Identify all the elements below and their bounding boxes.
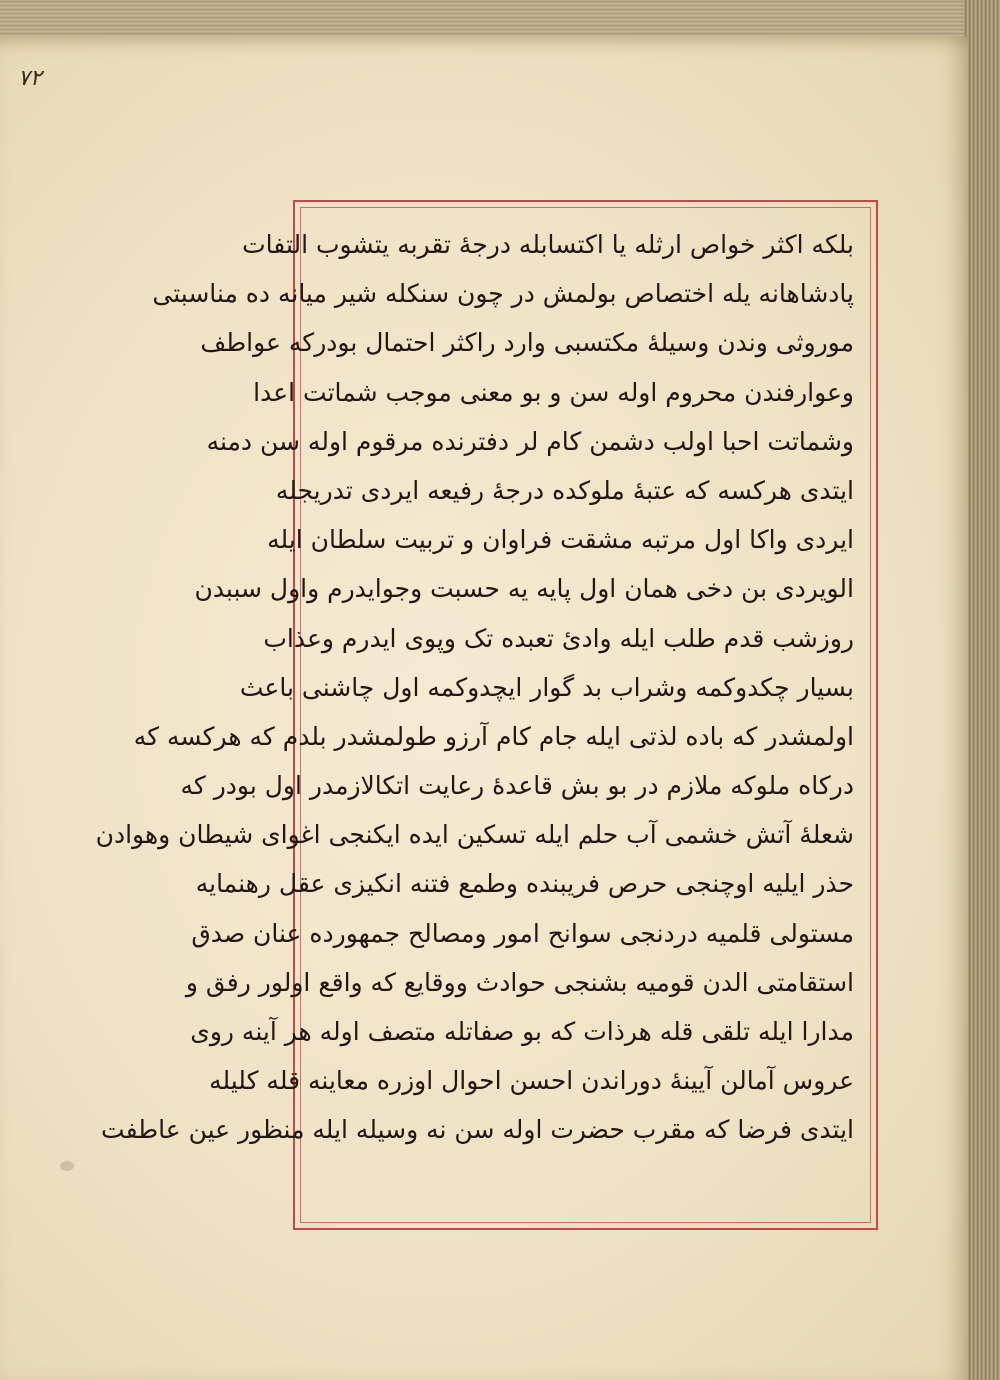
text-block: [95, 220, 854, 1155]
text-line: ایتدی هرکسه که عتبهٔ ملوکده درجهٔ رفیعه ایردی تدریجله: [275, 475, 854, 505]
text-line: حذر ایلیه اوچنجی حرص فریبنده وطمع فتنه انکیزی عقل رهنمایه: [195, 869, 854, 899]
text-line: روزشب قدم طلب ایله وادیٔ تعبده تک وپوی ایدرم وعذاب: [263, 623, 854, 653]
text-line: اولمشدر که باده لذتی ایله جام کام آرزو طولمشدر بلدم که هرکسه که: [133, 721, 854, 751]
text-line: ایتدی فرضا که مقرب حضرت اوله سن نه وسیله ایله منظور عین عاطفت: [101, 1115, 854, 1145]
text-line: عروس آمالن آیینهٔ دوراندن احسن احوال اوزره معاینه قله کلیله: [209, 1066, 854, 1096]
text-line: وعوارفندن محروم اوله سن و بو معنی موجب شماتت اعدا: [253, 377, 854, 407]
text-line: وشماتت احبا اولب دشمن کام لر دفترنده مرقوم اوله سن دمنه: [206, 426, 854, 456]
text-line: ایردی واکا اول مرتبه مشقت فراوان و تربیت سلطان ایله: [267, 525, 854, 555]
text-line: الویردی بن دخی همان اول پایه یه حسبت وجوایدرم واول سببدن: [194, 574, 854, 604]
text-line: مستولی قلمیه دردنجی سوانح امور ومصالح جمهورده عنان صدق: [191, 918, 854, 948]
ink-smudge: [60, 1161, 74, 1171]
text-line: درکاه ملوکه ملازم در بو بش قاعدهٔ رعایت اتکالازمدر اول بودر که: [180, 771, 854, 801]
text-line: بلکه اکثر خواص ارثله یا اکتسابله درجهٔ تقربه یتشوب التفات: [242, 230, 854, 259]
text-line: استقامتی الدن قومیه بشنجی حوادث ووقایع که واقع اولور رفق و: [185, 967, 854, 997]
text-line: پادشاهانه یله اختصاص بولمش در چون سنکله شیر میانه ده مناسبتی: [152, 279, 854, 309]
text-line: بسیار چکدوکمه وشراب بد گوار ایچدوکمه اول چاشنی باعث: [239, 672, 854, 702]
text-line: موروثی وندن وسیلهٔ مکتسبی وارد راکثر احتمال بودرکه عواطف: [200, 328, 854, 358]
folio-number: ۷۲: [18, 66, 42, 91]
manuscript-leaf: [0, 36, 968, 1380]
text-line: شعلهٔ آتش خشمی آب حلم ایله تسکین ایده ایکنجی اغوای شیطان وهوادن: [95, 820, 854, 850]
page-edges-right: [964, 0, 1000, 1380]
text-line: مدارا ایله تلقی قله هرذات که بو صفاتله متصف اوله هر آینه روی: [190, 1017, 854, 1046]
text-frame: [95, 200, 878, 1230]
